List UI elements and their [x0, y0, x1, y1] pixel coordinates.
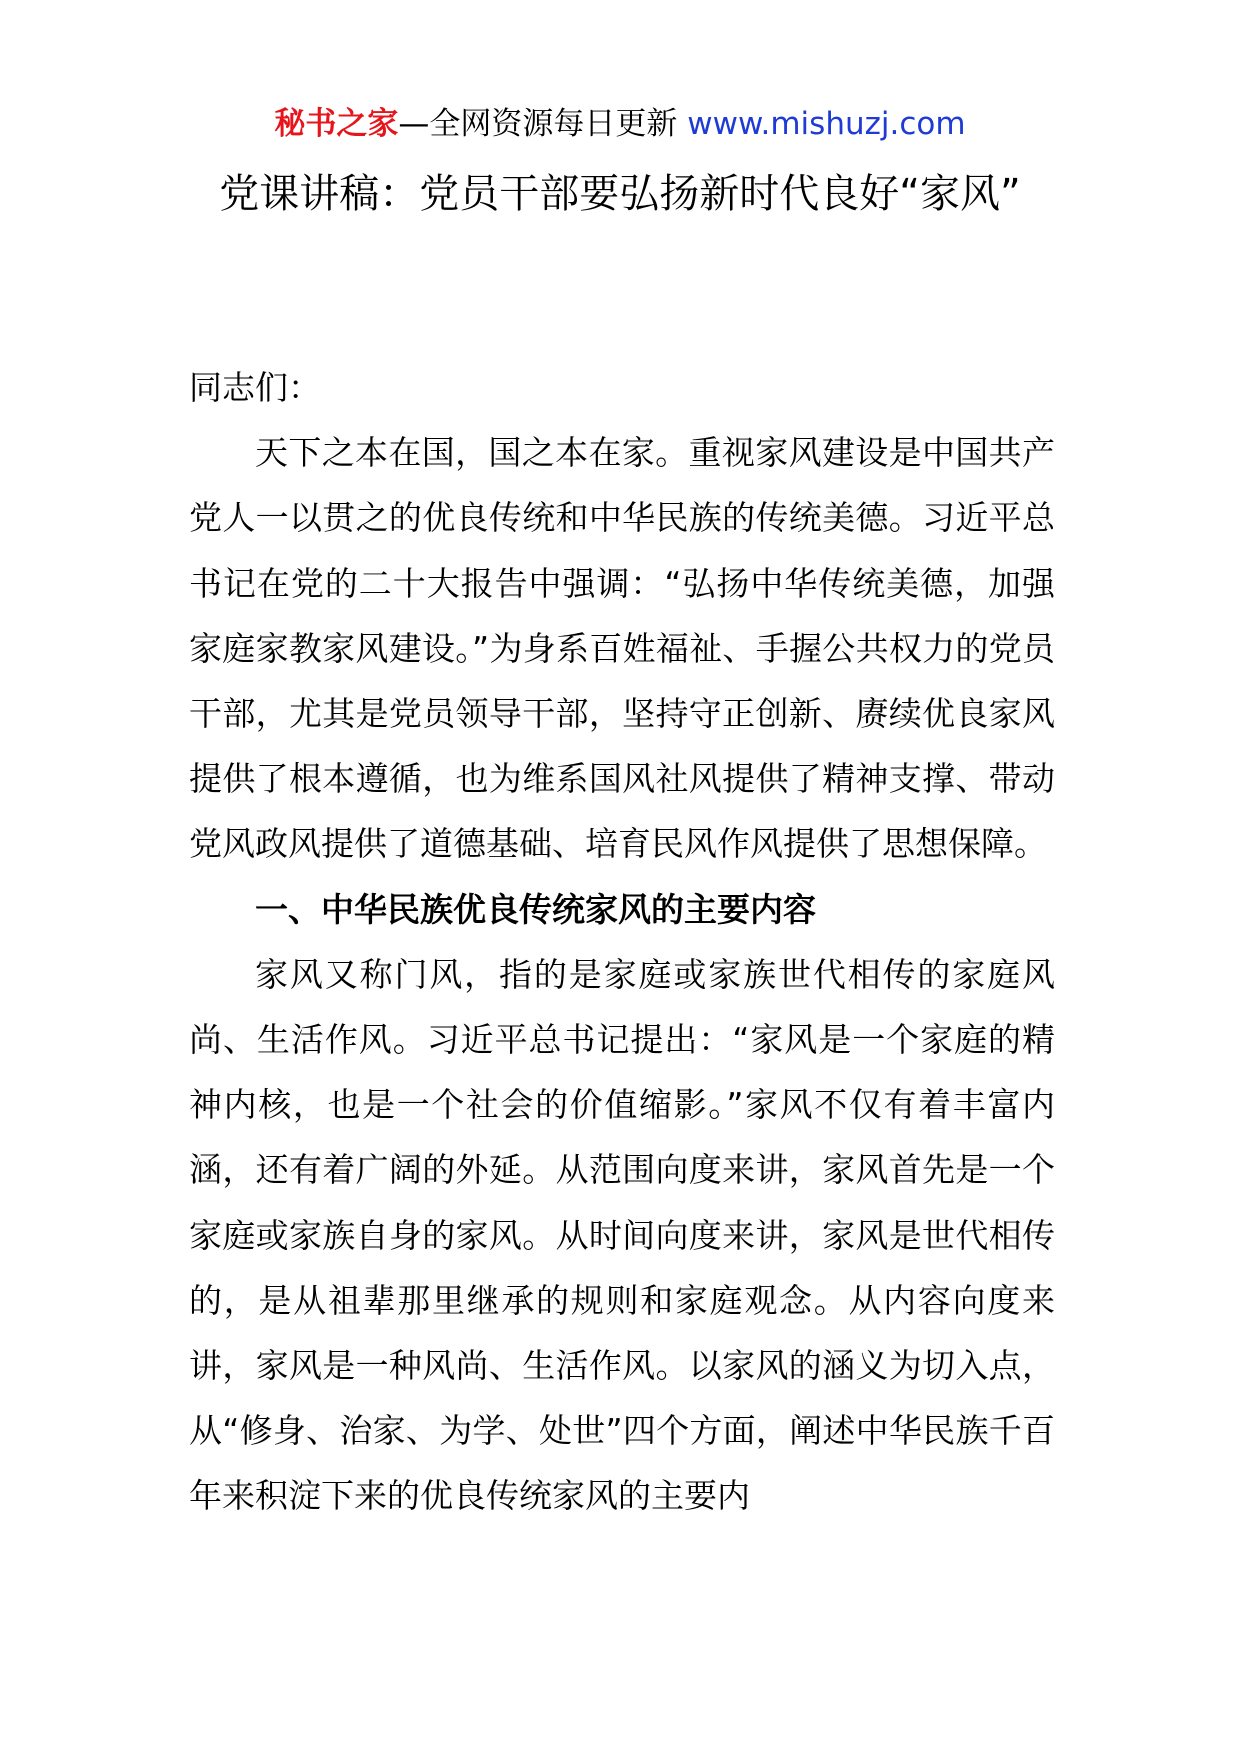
- header-tagline: —全网资源每日更新: [398, 106, 678, 142]
- watermark-header: [0, 100, 1240, 148]
- section-heading: 一、中华民族优良传统家风的主要内容: [255, 889, 816, 929]
- document-title: 党课讲稿：党员干部要弘扬新时代良好“家风”: [219, 171, 1021, 217]
- salutation: 同志们：: [189, 368, 321, 407]
- site-url[interactable]: www.mishuzj.com: [687, 106, 966, 142]
- document-body: [189, 355, 1055, 1529]
- paragraph-family-style: 家风又称门风，指的是家庭或家族世代相传的家庭风尚、生活作风。习近平总书记提出：“家风是一个家庭的精神内核，也是一个社会的价值缩影。”家风不仅有着丰富内涵，还有着广阔的外延。从范围向度来讲，家风首先是一个家庭或家族自身的家风。从时间向度来讲，家风是世代相传的，是从祖辈那里继承的规则和家庭观念。从内容向度来讲，家风是一种风尚、生活作风。以家风的涵义为切入点，从“修身、治家、为学、处世”四个方面，阐述中华民族千百年来积淀下来的优良传统家风的主要内: [189, 954, 1055, 1516]
- paragraph-intro: 天下之本在国，国之本在家。重视家风建设是中国共产党人一以贯之的优良传统和中华民族的传统美德。习近平总书记在党的二十大报告中强调：“弘扬中华传统美德，加强家庭家教家风建设。”为身系百姓福祉、手握公共权力的党员干部，尤其是党员领导干部，坚持守正创新、赓续优良家风提供了根本遵循，也为维系国风社风提供了精神支撑、带动党风政风提供了道德基础、培育民风作风提供了思想保障。: [189, 433, 1055, 864]
- brand-name: 秘书之家: [274, 106, 399, 142]
